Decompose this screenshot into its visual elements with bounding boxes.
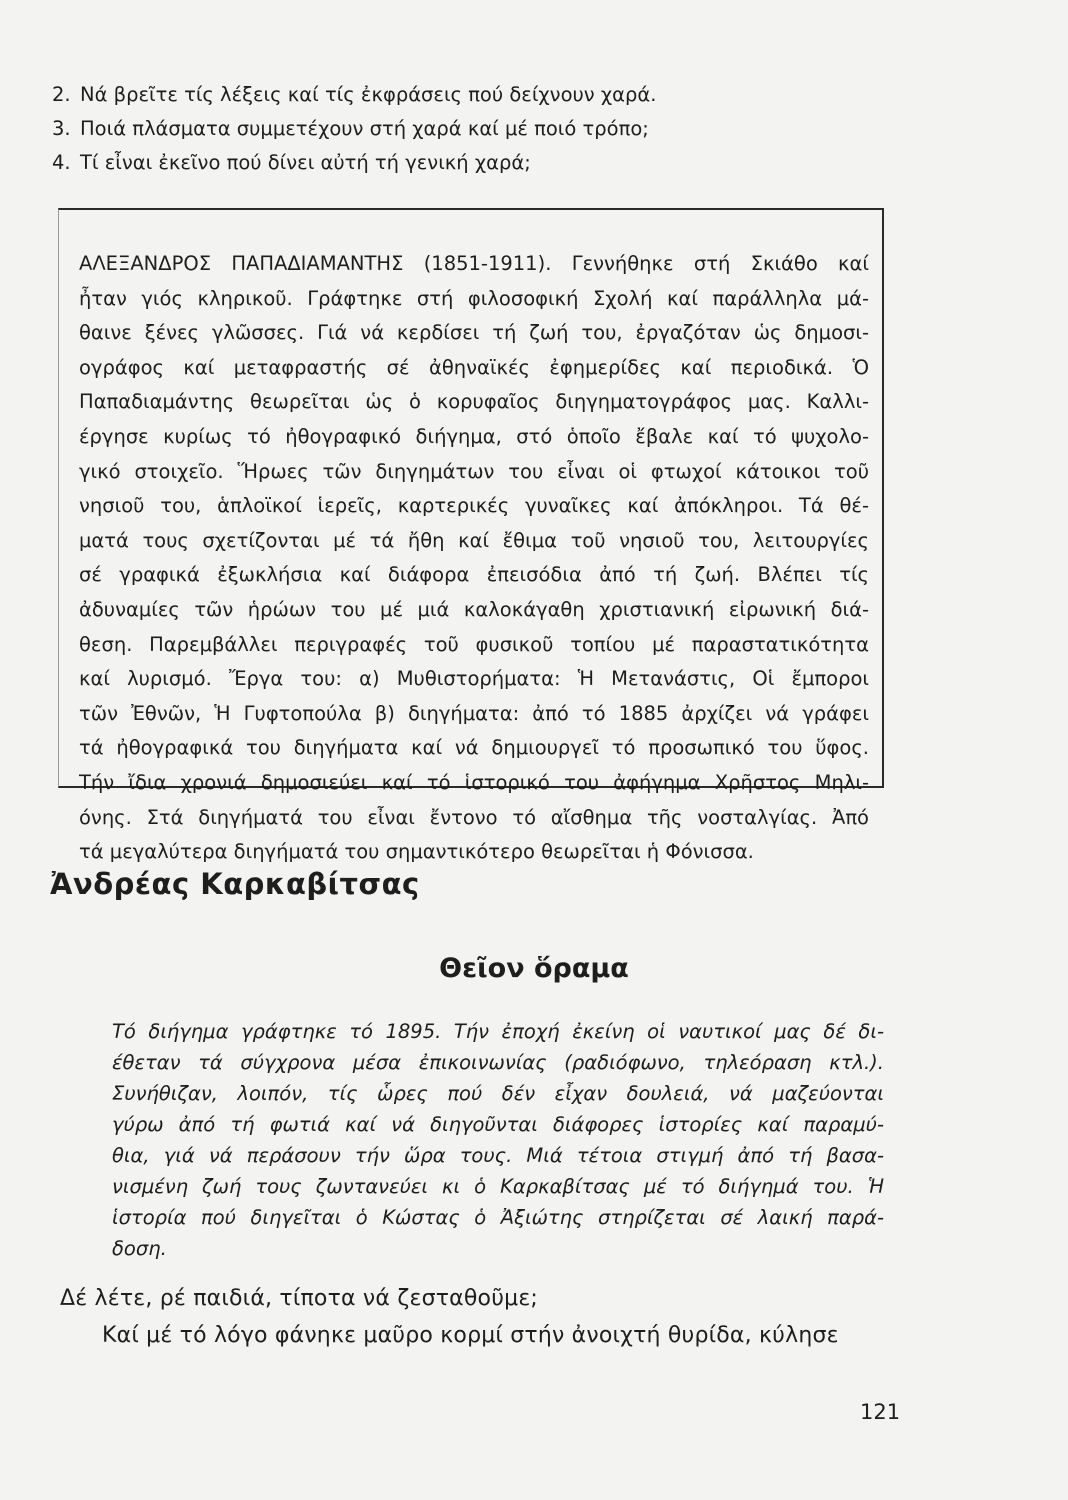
questions-list	[52, 78, 952, 180]
bio-line: ΑΛΕΞΑΝΔΡΟΣ ΠΑΠΑΔΙΑΜΑΝΤΗΣ (1851-1911). Γεννήθηκε στή Σκιάθο καί	[79, 252, 869, 275]
bio-line: Τήν ἴδια χρονιά δημοσιεύει καί τό ἱστορικό του ἀφήγημα Χρῆστος Μηλι-	[79, 770, 869, 794]
bio-line: τά ἠθογραφικά του διηγήματα καί νά δημιουργεῖ τό προσωπικό του ὕφος.	[79, 736, 869, 760]
question-text: Ποιά πλάσματα συμμετέχουν στή χαρά καί μέ ποιό τρόπο;	[80, 117, 649, 140]
bio-line: τά μεγαλύτερα διηγήματά του σημαντικότερο θεωρεῖται ἡ Φόνισσα.	[79, 840, 754, 864]
bio-line: γικό στοιχεῖο. Ἥρωες τῶν διηγημάτων του εἶναι οἱ φτωχοί κάτοικοι τοῦ	[79, 459, 869, 483]
bio-line: καί λυρισμό. Ἔργα του: α) Μυθιστορήματα: Ἡ Μετανάστις, Οἱ ἔμποροι	[79, 667, 869, 691]
intro-line: θια, γιά νά περάσουν τήν ὥρα τους. Μιά τέτοια στιγμή ἀπό τή βασα-	[112, 1144, 884, 1167]
bio-line: νησιοῦ του, ἁπλοϊκοί ἱερεῖς, καρτερικές γυναῖκες καί ἀπόκληροι. Τά θέ-	[79, 494, 869, 518]
story-introduction	[112, 1016, 884, 1264]
body-line: Καί μέ τό λόγο φάνηκε μαῦρο κορμί στήν ἀνοιχτή θυρίδα, κύλησε	[102, 1323, 839, 1348]
page-number: 121	[860, 1400, 901, 1424]
question-text: Τί εἶναι ἐκεῖνο πού δίνει αὐτή τή γενική χαρά;	[80, 151, 531, 174]
bio-line: ματά τους σχετίζονται μέ τά ἤθη καί ἔθιμα τοῦ νησιοῦ του, λειτουργίες	[79, 528, 869, 552]
question-number: 2.	[52, 83, 71, 106]
bio-line: ἀδυναμίες τῶν ἡρώων του μέ μιά καλοκάγαθη χριστιανική εἰρωνική διά-	[79, 597, 869, 621]
question-item	[52, 78, 952, 112]
biography-text	[79, 247, 869, 870]
question-item	[52, 146, 952, 180]
body-line: Δέ λέτε, ρέ παιδιά, τίποτα νά ζεσταθοῦμε;	[60, 1286, 539, 1311]
intro-line: έθεταν τά σύγχρονα μέσα ἐπικοινωνίας (ραδιόφωνο, τηλεόραση κτλ.).	[112, 1051, 884, 1074]
bio-line: σέ γραφικά ἐξωκλήσια καί διάφορα ἐπεισόδια ἀπό τή ζωή. Βλέπει τίς	[79, 563, 869, 587]
bio-line: τῶν Ἐθνῶν, Ἡ Γυφτοπούλα β) διηγήματα: ἀπό τό 1885 ἀρχίζει νά γράφει	[79, 701, 869, 725]
bio-line: ἦταν γιός κληρικοῦ. Γράφτηκε στή φιλοσοφική Σχολή καί παράλληλα μά-	[79, 286, 869, 310]
bio-line: έργησε κυρίως τό ἠθογραφικό διήγημα, στό ὁποῖο ἔβαλε καί τό ψυχολο-	[79, 424, 869, 448]
story-body	[60, 1280, 916, 1354]
biography-box	[58, 208, 884, 864]
intro-line: Τό διήγημα γράφτηκε τό 1895. Τήν ἐποχή ἐκείνη οἱ ναυτικοί μας δέ δι-	[112, 1020, 884, 1043]
intro-line: νισμένη ζωή τους ζωντανεύει κι ὁ Καρκαβίτσας μέ τό διήγημά του. Ἡ	[112, 1175, 884, 1198]
bio-line: ογράφος καί μεταφραστής σέ ἀθηναϊκές ἐφημερίδες καί περιοδικά. Ὁ	[79, 355, 869, 379]
question-number: 3.	[52, 117, 71, 140]
question-number: 4.	[52, 151, 71, 174]
bio-line: Παπαδιαμάντης θεωρεῖται ὡς ὁ κορυφαῖος διηγηματογράφος μας. Καλλι-	[79, 390, 869, 414]
bio-line: θαινε ξένες γλῶσσες. Γιά νά κερδίσει τή ζωή του, ἐργαζόταν ὡς δημοσι-	[79, 321, 869, 345]
intro-line: Συνήθιζαν, λοιπόν, τίς ὧρες πού δέν εἶχαν δουλειά, νά μαζεύονται	[112, 1082, 884, 1105]
question-text: Νά βρεῖτε τίς λέξεις καί τίς ἐκφράσεις πού δείχνουν χαρά.	[80, 83, 657, 106]
bio-line: όνης. Στά διηγήματά του εἶναι ἔντονο τό αἴσθημα τῆς νοσταλγίας. Ἀπό	[79, 805, 869, 829]
bio-line: θεση. Παρεμβάλλει περιγραφές τοῦ φυσικοῦ τοπίου μέ παραστατικότητα	[79, 632, 869, 656]
story-title: Θεῖον ὅραμα	[439, 953, 629, 984]
intro-line: δοση.	[112, 1237, 167, 1260]
question-item	[52, 112, 952, 146]
intro-line: γύρω ἀπό τή φωτιά καί νά διηγοῦνται διάφορες ἱστορίες καί παραμύ-	[112, 1113, 884, 1136]
intro-line: ἱστορία πού διηγεῖται ὁ Κώστας ὁ Ἀξιώτης στηρίζεται σέ λαική παρά-	[112, 1206, 884, 1229]
author-heading: Ἀνδρέας Καρκαβίτσας	[50, 867, 420, 901]
